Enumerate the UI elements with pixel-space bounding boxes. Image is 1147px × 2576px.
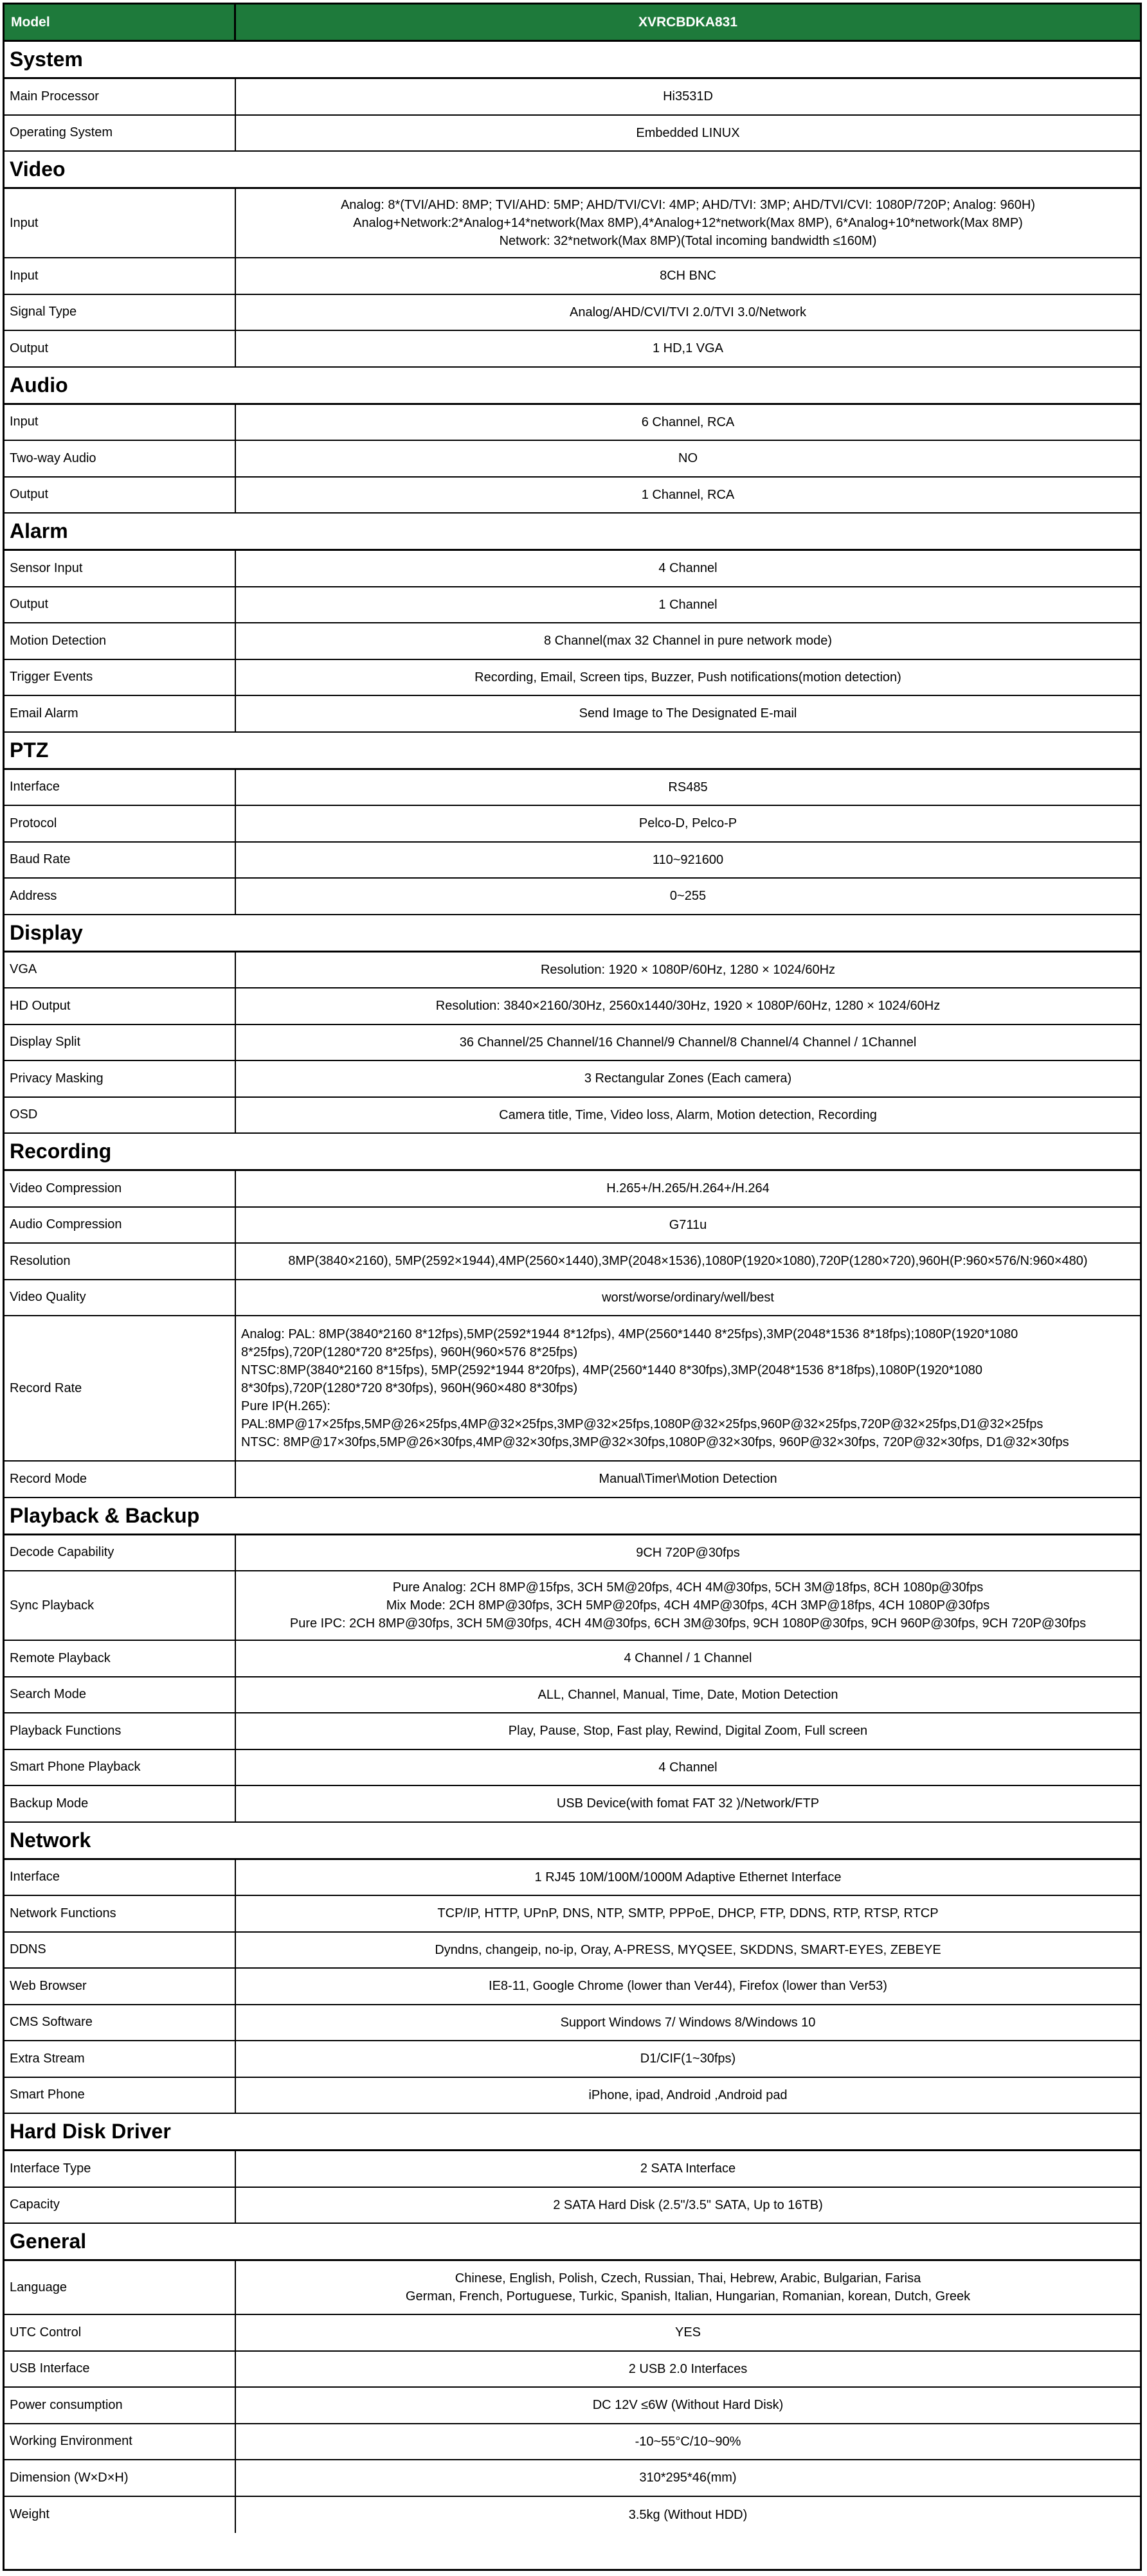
spec-value: 8 Channel(max 32 Channel in pure network mode) — [543, 634, 833, 648]
section-title-network: Network — [5, 1823, 1140, 1860]
spec-label: DDNS — [5, 1933, 236, 1968]
spec-row-record-rate — [5, 1316, 1140, 1462]
spec-value: Resolution: 1920 × 1080P/60Hz, 1280 × 1024/60Hz — [540, 962, 836, 977]
spec-label: Baud Rate — [5, 843, 236, 878]
spec-label: Input — [5, 405, 236, 440]
section-title-playback-backup: Playback & Backup — [5, 1498, 1140, 1535]
spec-label: Smart Phone — [5, 2078, 236, 2113]
spec-label: Video Compression — [5, 1171, 236, 1206]
spec-row-video-compression — [5, 1171, 1140, 1208]
spec-value: Send Image to The Designated E-mail — [579, 706, 797, 721]
spec-row-two-way-audio — [5, 441, 1140, 478]
spec-row-signal-type — [5, 295, 1140, 332]
spec-row-usb-interface — [5, 2352, 1140, 2388]
spec-value: ALL, Channel, Manual, Time, Date, Motion Detection — [537, 1687, 838, 1702]
spec-value: worst/worse/ordinary/well/best — [602, 1290, 774, 1305]
spec-label: Backup Mode — [5, 1786, 236, 1821]
spec-label: Playback Functions — [5, 1713, 236, 1749]
spec-table — [3, 3, 1142, 2571]
spec-value: 6 Channel, RCA — [641, 415, 735, 429]
spec-label: Input — [5, 258, 236, 294]
spec-row-working-environment — [5, 2424, 1140, 2461]
spec-value: Hi3531D — [663, 89, 713, 104]
spec-label: OSD — [5, 1098, 236, 1133]
spec-label: USB Interface — [5, 2352, 236, 2387]
spec-row-power-consumption — [5, 2388, 1140, 2424]
spec-value: 2 SATA Hard Disk (2.5"/3.5" SATA, Up to 16TB) — [553, 2197, 823, 2212]
spec-row-email-alarm — [5, 696, 1140, 733]
spec-value: 4 Channel / 1 Channel — [624, 1651, 752, 1666]
spec-label: Capacity — [5, 2188, 236, 2223]
spec-row-utc-control — [5, 2315, 1140, 2352]
spec-value: USB Device(with fomat FAT 32 )/Network/FTP — [556, 1796, 820, 1811]
spec-row-protocol — [5, 806, 1140, 843]
spec-row-sync-playback — [5, 1571, 1140, 1641]
spec-value: 4 Channel — [658, 561, 718, 576]
spec-label: Video Quality — [5, 1280, 236, 1316]
spec-row-interface — [5, 770, 1140, 807]
spec-value: 3.5kg (Without HDD) — [628, 2507, 748, 2522]
model-header-row — [5, 4, 1140, 42]
spec-value: 3 Rectangular Zones (Each camera) — [584, 1071, 792, 1086]
spec-row-language — [5, 2261, 1140, 2315]
spec-row-resolution — [5, 1244, 1140, 1280]
spec-label: Remote Playback — [5, 1641, 236, 1676]
spec-row-privacy-masking — [5, 1061, 1140, 1098]
spec-row-input — [5, 258, 1140, 295]
spec-value: 9CH 720P@30fps — [636, 1545, 740, 1560]
spec-value: 2 SATA Interface — [640, 2161, 736, 2176]
spec-value: Chinese, English, Polish, Czech, Russian, Thai, Hebrew, Arabic, Bulgarian, Farisa German, French, Portuguese, Turkic, Spanish, Italian, Hungarian, Romanian, korean, Dutch, Greek — [405, 2271, 971, 2303]
spec-value: Dyndns, changeip, no-ip, Oray, A-PRESS, MYQSEE, SKDDNS, SMART-EYES, ZEBEYE — [435, 1942, 941, 1957]
spec-label: Network Functions — [5, 1896, 236, 1931]
spec-label: Smart Phone Playback — [5, 1750, 236, 1785]
spec-label: Audio Compression — [5, 1208, 236, 1243]
spec-label: VGA — [5, 953, 236, 988]
spec-label: Interface — [5, 770, 236, 805]
spec-value: Pelco-D, Pelco-P — [638, 816, 737, 831]
spec-value: 1 HD,1 VGA — [652, 341, 724, 356]
spec-value: 310*295*46(mm) — [639, 2471, 737, 2485]
spec-label: Language — [5, 2261, 236, 2314]
spec-row-backup-mode — [5, 1786, 1140, 1823]
section-title-video: Video — [5, 152, 1140, 189]
spec-value: 110~921600 — [652, 852, 724, 867]
spec-label: Input — [5, 189, 236, 257]
spec-row-ddns — [5, 1933, 1140, 1969]
spec-label: Web Browser — [5, 1969, 236, 2004]
section-title-recording: Recording — [5, 1134, 1140, 1171]
spec-label: Trigger Events — [5, 660, 236, 695]
spec-label: Power consumption — [5, 2388, 236, 2423]
spec-label: Sync Playback — [5, 1571, 236, 1640]
spec-label: Output — [5, 331, 236, 366]
spec-label: Operating System — [5, 116, 236, 151]
spec-label: Record Mode — [5, 1462, 236, 1497]
spec-label: Interface Type — [5, 2151, 236, 2187]
section-title-audio: Audio — [5, 368, 1140, 405]
spec-row-output — [5, 587, 1140, 624]
spec-row-trigger-events — [5, 660, 1140, 697]
spec-value: TCP/IP, HTTP, UPnP, DNS, NTP, SMTP, PPPoE, DHCP, FTP, DDNS, RTP, RTSP, RTCP — [437, 1906, 939, 1921]
spec-value: 8CH BNC — [660, 269, 716, 283]
spec-label: Email Alarm — [5, 696, 236, 731]
spec-label: Interface — [5, 1860, 236, 1895]
spec-row-extra-stream — [5, 2041, 1140, 2078]
spec-value: Recording, Email, Screen tips, Buzzer, Push notifications(motion detection) — [474, 670, 901, 684]
spec-label: UTC Control — [5, 2315, 236, 2350]
spec-label: Working Environment — [5, 2424, 236, 2460]
spec-value: G711u — [669, 1217, 707, 1232]
spec-label: Weight — [5, 2497, 236, 2534]
spec-row-playback-functions — [5, 1713, 1140, 1750]
spec-label: Output — [5, 587, 236, 623]
spec-label: Display Split — [5, 1025, 236, 1060]
spec-value: 8MP(3840×2160), 5MP(2592×1944),4MP(2560×1440),3MP(2048×1536),1080P(1920×1080),720P(1280×720),960H(P:960×576/N:960×480) — [288, 1254, 1088, 1269]
model-label: Model — [5, 4, 236, 40]
spec-label: Signal Type — [5, 295, 236, 330]
spec-label: Address — [5, 879, 236, 914]
section-title-general: General — [5, 2224, 1140, 2261]
spec-value: RS485 — [668, 780, 708, 794]
spec-row-interface-type — [5, 2151, 1140, 2188]
spec-label: Motion Detection — [5, 623, 236, 659]
section-title-ptz: PTZ — [5, 733, 1140, 770]
spec-row-input — [5, 189, 1140, 258]
section-title-system: System — [5, 42, 1140, 79]
spec-row-baud-rate — [5, 843, 1140, 879]
spec-value: Embedded LINUX — [636, 125, 740, 140]
spec-row-osd — [5, 1098, 1140, 1134]
spec-value: 2 USB 2.0 Interfaces — [628, 2361, 748, 2376]
spec-row-sensor-input — [5, 551, 1140, 587]
spec-value: 4 Channel — [658, 1760, 718, 1775]
spec-value: D1/CIF(1~30fps) — [640, 2052, 736, 2066]
section-title-hard-disk-driver: Hard Disk Driver — [5, 2114, 1140, 2151]
spec-row-hd-output — [5, 988, 1140, 1025]
spec-row-capacity — [5, 2188, 1140, 2224]
section-title-alarm: Alarm — [5, 514, 1140, 551]
spec-value: 1 Channel — [658, 597, 718, 612]
spec-label: Main Processor — [5, 79, 236, 114]
spec-label: Search Mode — [5, 1677, 236, 1713]
section-title-display: Display — [5, 915, 1140, 953]
spec-label: Extra Stream — [5, 2041, 236, 2077]
spec-label: CMS Software — [5, 2005, 236, 2041]
spec-value: 1 Channel, RCA — [641, 487, 735, 502]
spec-value: Analog: 8*(TVI/AHD: 8MP; TVI/AHD: 5MP; AHD/TVI/CVI: 4MP; AHD/TVI: 3MP; AHD/TVI/CVI: 1080P/720P; Analog: 960H) Analog+Network:2*Analog+14*network(Max 8MP),4*Analog+12*network(Max 8MP), 6*Analog+10*network(Max 8MP) Network: 32*network(Max 8MP)(Total incoming bandwidth ≤160M) — [340, 198, 1036, 248]
spec-value: Resolution: 3840×2160/30Hz, 2560x1440/30Hz, 1920 × 1080P/60Hz, 1280 × 1024/60Hz — [435, 999, 941, 1014]
spec-value: Manual\Timer\Motion Detection — [599, 1472, 777, 1487]
spec-label: Dimension (W×D×H) — [5, 2460, 236, 2496]
spec-value: 0~255 — [669, 889, 707, 904]
spec-value: NO — [678, 451, 698, 466]
spec-value: Analog/AHD/CVI/TVI 2.0/TVI 3.0/Network — [570, 305, 806, 319]
spec-row-video-quality — [5, 1280, 1140, 1317]
spec-row-remote-playback — [5, 1641, 1140, 1677]
spec-value: iPhone, ipad, Android ,Android pad — [588, 2088, 788, 2102]
spec-value: Analog: PAL: 8MP(3840*2160 8*12fps),5MP(2592*1944 8*12fps), 4MP(2560*1440 8*25fps),3MP(2048*1536 8*18fps);1080P(1920*1080 8*25fps),720P(1280*720 8*25fps), 960H(960×576 8*25fps) NTSC:8MP(3840*2160 8*15fps), 5MP(2592*1944 8*20fps), 4MP(2560*1440 8*30fps),3MP(2048*1536 8*18fps),1080P(1920*1080 8*30fps),720P(1280*720 8*30fps), 960H(960×480 8*30fps) Pure IP(H.265): PAL:8MP@17×25fps,5MP@26×25fps,4MP@32×25fps,3MP@32×25fps,1080P@32×25fps,960P@32×25fps,720P@32×25fps,D1@32×25fps NTSC: 8MP@17×30fps,5MP@26×30fps,4MP@32×30fps,3MP@32×30fps,1080P@32×30fps, 960P@32×30fps, 720P@32×30fps, D1@32×30fps — [241, 1327, 1069, 1449]
spec-label: Output — [5, 478, 236, 513]
spec-value: 1 RJ45 10M/100M/1000M Adaptive Ethernet Interface — [534, 1870, 842, 1884]
spec-value: Play, Pause, Stop, Fast play, Rewind, Digital Zoom, Full screen — [508, 1724, 868, 1739]
spec-row-address — [5, 879, 1140, 915]
spec-row-weight — [5, 2497, 1140, 2534]
spec-label: Sensor Input — [5, 551, 236, 586]
spec-value: -10~55°C/10~90% — [635, 2434, 741, 2449]
model-value: XVRCBDKA831 — [638, 14, 738, 30]
spec-label: HD Output — [5, 988, 236, 1024]
spec-value: DC 12V ≤6W (Without Hard Disk) — [592, 2398, 784, 2413]
spec-row-motion-detection — [5, 623, 1140, 660]
spec-value: Camera title, Time, Video loss, Alarm, Motion detection, Recording — [499, 1107, 877, 1122]
spec-row-web-browser — [5, 1969, 1140, 2005]
spec-row-smart-phone — [5, 2078, 1140, 2115]
spec-row-vga — [5, 953, 1140, 989]
spec-label: Record Rate — [5, 1316, 236, 1460]
spec-label: Privacy Masking — [5, 1061, 236, 1096]
spec-label: Decode Capability — [5, 1535, 236, 1571]
spec-value: H.265+/H.265/H.264+/H.264 — [606, 1181, 770, 1196]
spec-row-smart-phone-playback — [5, 1750, 1140, 1787]
spec-label: Resolution — [5, 1244, 236, 1279]
spec-row-main-processor — [5, 79, 1140, 116]
spec-row-dimension-w-d-h — [5, 2460, 1140, 2497]
spec-row-output — [5, 478, 1140, 514]
spec-row-output — [5, 331, 1140, 368]
spec-value: IE8-11, Google Chrome (lower than Ver44), Firefox (lower than Ver53) — [489, 1979, 887, 1994]
spec-row-search-mode — [5, 1677, 1140, 1714]
spec-row-decode-capability — [5, 1535, 1140, 1572]
spec-value: 36 Channel/25 Channel/16 Channel/9 Channel/8 Channel/4 Channel / 1Channel — [459, 1035, 917, 1050]
spec-label: Two-way Audio — [5, 441, 236, 476]
spec-row-input — [5, 405, 1140, 442]
spec-value: Pure Analog: 2CH 8MP@15fps, 3CH 5M@20fps, 4CH 4M@30fps, 5CH 3M@18fps, 8CH 1080p@30fps Mix Mode: 2CH 8MP@30fps, 3CH 5MP@20fps, 4CH 4MP@30fps, 4CH 3MP@18fps, 4CH 1080P@30fps Pure IPC: 2CH 8MP@30fps, 3CH 5M@30fps, 4CH 4M@30fps, 6CH 3M@30fps, 9CH 1080P@30fps, 9CH 960P@30fps, 9CH 720P@30fps — [289, 1580, 1087, 1631]
spec-row-interface — [5, 1860, 1140, 1897]
spec-row-cms-software — [5, 2005, 1140, 2042]
spec-label: Protocol — [5, 806, 236, 841]
spec-row-operating-system — [5, 116, 1140, 152]
spec-row-network-functions — [5, 1896, 1140, 1933]
spec-row-audio-compression — [5, 1208, 1140, 1244]
spec-row-display-split — [5, 1025, 1140, 1062]
spec-value: YES — [674, 2325, 701, 2340]
spec-value: Support Windows 7/ Windows 8/Windows 10 — [560, 2015, 816, 2030]
spec-row-record-mode — [5, 1462, 1140, 1498]
